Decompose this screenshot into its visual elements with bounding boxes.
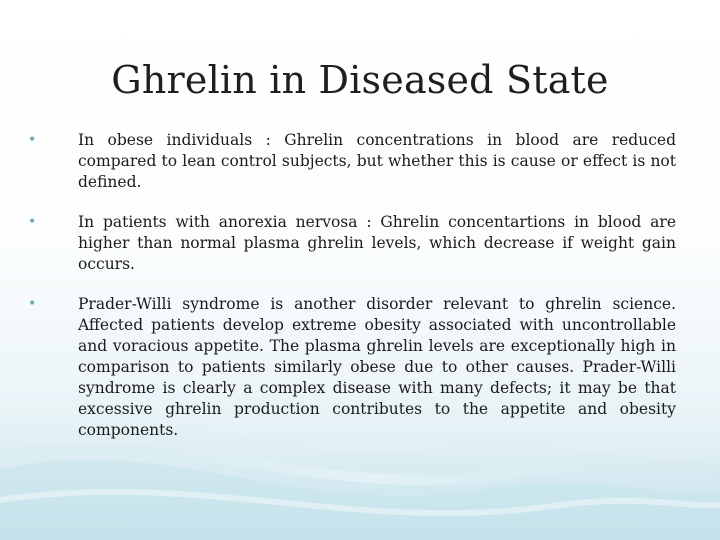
bullet-text: In obese individuals : Ghrelin concentrations in blood are reduced compared to lean control subjects, but whether this is cause or effect is not defined. — [78, 131, 676, 191]
bullet-text: In patients with anorexia nervosa : Ghrelin concentartions in blood are higher than normal plasma ghrelin levels, which decrease if weight gain occurs. — [78, 213, 676, 273]
bullet-item — [26, 294, 676, 441]
bullet-item — [26, 130, 676, 193]
slide-title: Ghrelin in Diseased State — [111, 58, 609, 102]
bullet-marker-icon: • — [28, 214, 37, 230]
bullet-item — [26, 212, 676, 275]
bullet-text: Prader-Willi syndrome is another disorder relevant to ghrelin science. Affected patients develop extreme obesity associated with uncontrollable and voracious appetite. The plasma ghrelin levels are exceptionally high in comparison to patients similarly obese due to other causes. Prader-Willi syndrome is clearly a complex disease with many defects; it may be that excessive ghrelin production contributes to the appetite and obesity components. — [78, 295, 676, 439]
bullet-marker-icon: • — [28, 132, 37, 148]
bullet-marker-icon: • — [28, 296, 37, 312]
bullet-list — [26, 130, 676, 459]
